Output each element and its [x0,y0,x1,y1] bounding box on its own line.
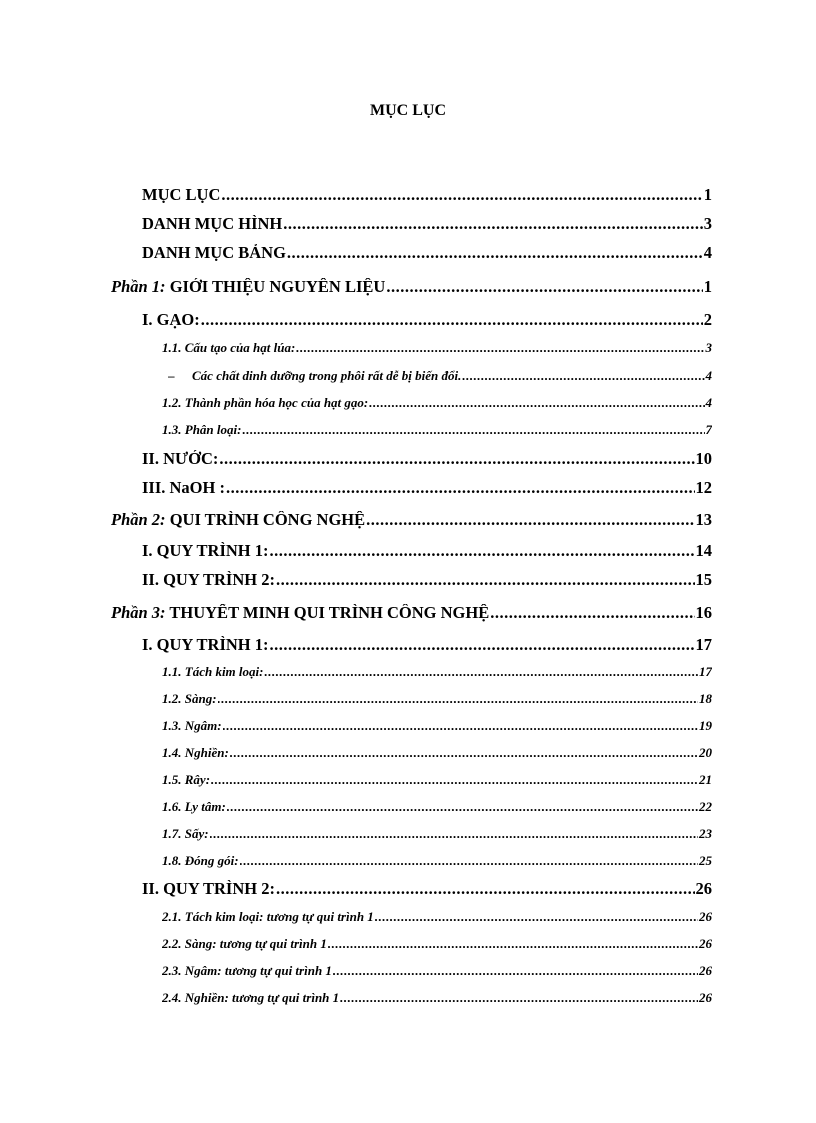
toc-entry-label: 1.3. Phân loại: [162,423,242,437]
toc-entry-page: 10 [695,450,712,468]
toc-entry-page: 3 [705,341,712,355]
toc-leader [340,991,698,1006]
toc-entry[interactable] [162,692,712,707]
toc-leader [287,244,703,263]
toc-leader [242,423,704,438]
toc-entry-page: 26 [699,991,712,1005]
toc-leader [333,964,698,979]
toc-entry-label: II. NƯỚC: [142,450,219,468]
toc-entry-page: 22 [699,800,712,814]
toc-entry-page: 13 [695,511,712,529]
toc-leader [369,396,704,411]
toc-part-prefix: Phần 2: [111,511,166,529]
toc-entry-page: 3 [703,215,712,233]
toc-entry-page: 7 [705,423,712,437]
toc-entry-label: 2.2. Sàng: tương tự qui trình 1 [162,937,327,951]
toc-entry-part[interactable] [111,604,712,623]
toc-leader [276,880,695,899]
toc-entry-label: 1.5. Rây: [162,773,211,787]
toc-entry-label: I. GẠO: [142,311,200,329]
toc-entry-label: 1.3. Ngâm: [162,719,222,733]
toc-leader [264,665,698,680]
toc-leader [240,854,698,869]
toc-entry-part[interactable] [111,278,712,297]
toc-entry[interactable] [162,665,712,680]
toc-entry[interactable] [162,827,712,842]
toc-leader [296,341,704,356]
toc-entry-page: 19 [699,719,712,733]
toc-part-prefix: Phần 3: [111,604,166,622]
toc-entry-label: 1.1. Tách kim loại: [162,665,264,679]
toc-leader [366,511,694,530]
toc-entry[interactable] [162,423,712,438]
toc-entry[interactable] [142,450,712,469]
toc-entry-label: 1.4. Nghiền: [162,746,229,760]
toc-entry-label: Các chất dinh dưỡng trong phôi rất dễ bị biến đổi. [192,369,462,383]
toc-entry-page: 21 [699,773,712,787]
toc-entry-page: 26 [699,910,712,924]
toc-entry-page: 17 [699,665,712,679]
toc-leader [270,636,695,655]
toc-entry-label: 1.6. Ly tâm: [162,800,226,814]
toc-entry-label: DANH MỤC HÌNH [142,215,283,233]
toc-entry-page: 4 [705,396,712,410]
toc-entry-label: 1.1. Cấu tạo của hạt lúa: [162,341,296,355]
toc-leader [210,827,698,842]
toc-entry-page: 1 [703,278,712,296]
toc-entry-page: 17 [695,636,712,654]
toc-entry[interactable] [162,341,712,356]
toc-entry-page: 12 [695,479,712,497]
toc-entry[interactable] [162,800,712,815]
toc-entry-label: 1.7. Sấy: [162,827,209,841]
toc-entry[interactable] [142,571,712,590]
toc-entry-label: GIỚI THIỆU NGUYÊN LIỆU [169,278,386,296]
toc-entry-part[interactable] [111,511,712,530]
toc-entry[interactable] [162,854,712,869]
toc-leader [386,278,702,297]
toc-entry-page: 25 [699,854,712,868]
toc-entry-page: 18 [699,692,712,706]
toc-entry-label: 1.2. Sàng: [162,692,217,706]
toc-entry[interactable] [162,746,712,761]
toc-entry-page: 26 [699,937,712,951]
toc-entry-label: I. QUY TRÌNH 1: [142,636,269,654]
toc-entry-page: 16 [695,604,712,622]
toc-entry-label: 2.4. Nghiền: tương tự qui trình 1 [162,991,340,1005]
toc-leader [462,369,704,384]
toc-leader [218,692,698,707]
toc-entry[interactable] [162,937,712,952]
toc-entry-page: 2 [703,311,712,329]
toc-entry[interactable] [142,186,712,205]
toc-entry[interactable] [168,369,712,384]
toc-entry[interactable] [142,215,712,234]
toc-entry-page: 4 [705,369,712,383]
toc-entry-label: II. QUY TRÌNH 2: [142,880,275,898]
toc-entry-label: II. QUY TRÌNH 2: [142,571,275,589]
toc-entry-page: 4 [703,244,712,262]
toc-entry-page: 23 [699,827,712,841]
toc-leader [223,719,698,734]
toc-leader [211,773,698,788]
toc-entry[interactable] [142,479,712,498]
page-title: MỤC LỤC [370,102,446,119]
toc-entry[interactable] [142,880,712,899]
toc-leader [201,311,703,330]
toc-part-prefix: Phần 1: [111,278,166,296]
toc-entry-page: 20 [699,746,712,760]
toc-entry-label: I. QUY TRÌNH 1: [142,542,269,560]
toc-entry[interactable] [162,964,712,979]
toc-entry[interactable] [162,773,712,788]
toc-entry[interactable] [142,244,712,263]
toc-leader [219,450,694,469]
toc-leader [328,937,698,952]
toc-entry[interactable] [162,910,712,925]
toc-entry-label: 2.3. Ngâm: tương tự qui trình 1 [162,964,332,978]
toc-entry-label: 1.2. Thành phần hóa học của hạt gạo: [162,396,369,410]
toc-entry-page: 14 [695,542,712,560]
toc-entry-label: 2.1. Tách kim loại: tương tự qui trình 1 [162,910,374,924]
toc-entry[interactable] [162,991,712,1006]
toc-entry-label: QUI TRÌNH CÔNG NGHỆ [169,511,366,529]
toc-entry-label: THUYẾT MINH QUI TRÌNH CÔNG NGHỆ [169,604,490,622]
toc-entry-label: DANH MỤC BẢNG [142,244,286,262]
toc-entry-page: 26 [699,964,712,978]
toc-leader [270,542,695,561]
toc-entry-page: 26 [695,880,712,898]
toc-entry[interactable] [142,311,712,330]
toc-leader [230,746,698,761]
toc-entry-label: MỤC LỤC [142,186,221,204]
toc-leader [227,800,698,815]
toc-entry-label: 1.8. Đóng gói: [162,854,239,868]
toc-entry[interactable] [142,542,712,561]
toc-entry[interactable] [162,396,712,411]
toc-entry[interactable] [142,636,712,655]
toc-bullet-dash: – [168,369,175,383]
toc-leader [283,215,703,234]
toc-leader [490,604,694,623]
toc-leader [221,186,702,205]
toc-leader [375,910,698,925]
toc-entry[interactable] [162,719,712,734]
toc-entry-label: III. NaOH : [142,479,225,497]
toc-entry-page: 15 [695,571,712,589]
toc-leader [226,479,695,498]
toc-leader [276,571,695,590]
toc-entry-page: 1 [703,186,712,204]
